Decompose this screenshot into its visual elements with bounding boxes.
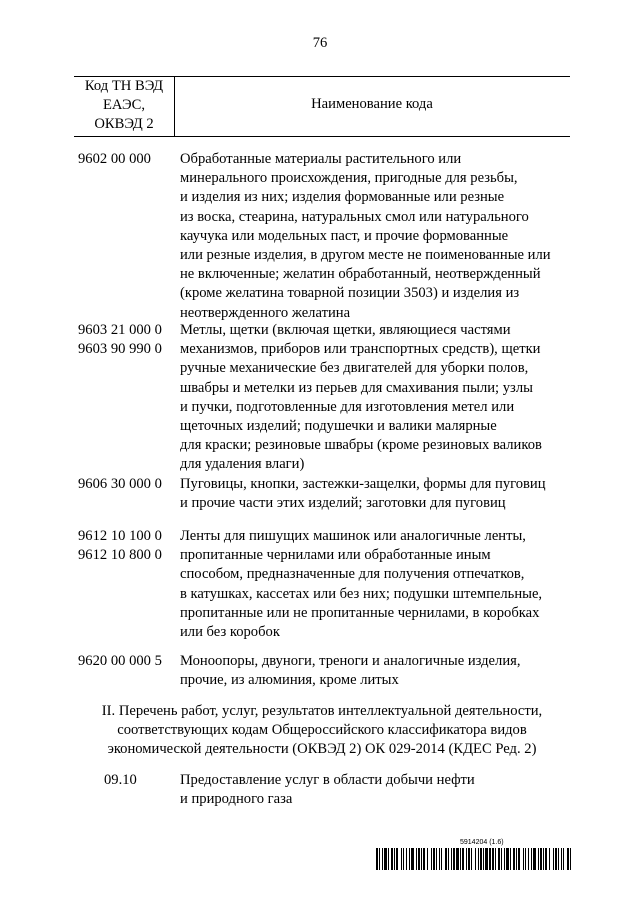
barcode-bar <box>466 848 467 870</box>
barcode-image <box>376 848 572 870</box>
description-line: и изделия из них; изделия формованные или резные <box>180 189 505 206</box>
barcode-bar <box>427 848 428 870</box>
row-codes <box>78 527 178 565</box>
barcode-bar <box>406 848 407 870</box>
description-line: минерального происхождения, пригодные для резьбы, <box>180 170 518 187</box>
barcode-bar <box>460 848 461 870</box>
barcode-bar <box>478 848 479 870</box>
barcode-bar <box>401 848 402 870</box>
row-codes <box>78 475 178 494</box>
barcode-bar <box>421 848 422 870</box>
barcode-bar <box>567 848 569 870</box>
description-line: механизмов, приборов или транспортных средств), щетки <box>180 341 541 358</box>
description-line: прочие, из алюминия, кроме литых <box>180 672 399 689</box>
barcode-bar <box>549 848 550 870</box>
barcode-bar <box>384 848 387 870</box>
barcode-bar <box>453 848 455 870</box>
barcode-bar <box>483 848 484 870</box>
barcode-bar <box>475 848 476 870</box>
barcode-bar <box>456 848 459 870</box>
barcode-bar <box>538 848 539 870</box>
row-code: 9612 10 100 0 <box>78 528 162 544</box>
row-code: 9606 30 000 0 <box>78 476 162 492</box>
barcode-bar <box>523 848 524 870</box>
description-line: швабры и метелки из перьев для смахивания пыли; узлы <box>180 379 533 396</box>
barcode-bar <box>533 848 536 870</box>
description-line: для удаления влаги) <box>180 456 305 473</box>
description-line: пропитанные чернилами или обработанные иным <box>180 547 491 564</box>
barcode-bar <box>448 848 449 870</box>
barcode-bar <box>423 848 425 870</box>
description-line: Обработанные материалы растительного или <box>180 151 462 167</box>
description-line: (кроме желатина товарной позиции 3503) и изделия из <box>180 285 520 302</box>
barcode-bar <box>525 848 526 870</box>
barcode-bar <box>498 848 500 870</box>
header-name-column: Наименование кода <box>311 96 433 112</box>
barcode-bar <box>528 848 529 870</box>
barcode-bar <box>433 848 435 870</box>
barcode-bar <box>436 848 437 870</box>
barcode-bar <box>445 848 447 870</box>
barcode-bar <box>394 848 395 870</box>
row-description <box>180 475 572 513</box>
description-line: пропитанные или не пропитанные чернилами, в коробках <box>180 604 540 621</box>
row-description <box>180 321 572 475</box>
barcode-bar <box>558 848 559 870</box>
barcode-bar <box>462 848 464 870</box>
row-description <box>180 150 572 323</box>
barcode-bar <box>504 848 505 870</box>
barcode-bar <box>388 848 389 870</box>
row-code: 9603 21 000 0 <box>78 322 162 338</box>
row-codes <box>78 150 178 169</box>
section-heading-line: соответствующих кодам Общероссийского классификатора видов <box>117 722 527 739</box>
barcode-bar <box>396 848 398 870</box>
row-description <box>180 771 572 809</box>
section-heading <box>74 702 570 760</box>
barcode-bar <box>411 848 414 870</box>
barcode-bar <box>418 848 420 870</box>
barcode-bar <box>563 848 564 870</box>
barcode-label: 5914204 (1.6) <box>460 839 504 846</box>
header-code-line: Код ТН ВЭД <box>84 78 164 94</box>
barcode-bar <box>409 848 410 870</box>
description-line: способом, предназначенные для получения отпечатков, <box>180 566 525 583</box>
barcode-bar <box>570 848 571 870</box>
barcode-bar <box>391 848 393 870</box>
description-line: не включенные; желатин обработанный, неотвержденный <box>180 266 541 283</box>
row-code: 9603 90 990 0 <box>78 341 162 358</box>
header-code-line: ЕАЭС, <box>102 97 146 114</box>
barcode-bar <box>531 848 532 870</box>
description-line: Ленты для пишущих машинок или аналогичные ленты, <box>180 528 526 544</box>
description-line: Метлы, щетки (включая щетки, являющиеся частями <box>180 322 511 338</box>
description-line: и пучки, подготовленные для изготовления метел или <box>180 398 515 415</box>
barcode-bar <box>501 848 502 870</box>
row-code: 09.10 <box>104 772 137 788</box>
description-line: ручные механические без двигателей для уборки полов, <box>180 360 529 377</box>
barcode-bar <box>489 848 491 870</box>
row-code: 9602 00 000 <box>78 151 151 167</box>
barcode-bar <box>510 848 511 870</box>
barcode-bar <box>513 848 515 870</box>
description-line: из воска, стеарина, натуральных смол или натурального <box>180 208 529 225</box>
barcode-bar <box>379 848 380 870</box>
barcode-bar <box>495 848 496 870</box>
description-line: или без коробок <box>180 624 280 641</box>
row-description <box>180 652 572 690</box>
barcode-bar <box>518 848 520 870</box>
description-line: или резные изделия, в другом месте не поименованные или <box>180 247 551 264</box>
row-codes <box>78 652 178 671</box>
row-description <box>180 527 572 642</box>
description-line: для краски; резиновые швабры (кроме резиновых валиков <box>180 437 542 454</box>
description-line: Моноопоры, двуноги, треноги и аналогичные изделия, <box>180 653 521 669</box>
barcode-bar <box>480 848 482 870</box>
row-code: 9620 00 000 5 <box>78 653 162 669</box>
barcode-bar <box>545 848 547 870</box>
description-line: каучука или модельных паст, и прочие формованные <box>180 227 509 244</box>
barcode-bar <box>451 848 452 870</box>
barcode-bar <box>376 848 378 870</box>
barcode-bar <box>416 848 417 870</box>
barcode-bar <box>485 848 488 870</box>
barcode-bar <box>403 848 404 870</box>
row-codes <box>78 321 178 359</box>
barcode-bar <box>561 848 562 870</box>
barcode-bar <box>506 848 509 870</box>
barcode-bar <box>431 848 432 870</box>
description-line: Пуговицы, кнопки, застежки-защелки, формы для пуговиц <box>180 476 546 492</box>
header-code-line: ОКВЭД 2 <box>94 116 154 133</box>
description-line: щеточных изделий; подушечки и валики малярные <box>180 418 497 435</box>
barcode-bar <box>439 848 440 870</box>
description-line: неотвержденного желатина <box>180 304 351 321</box>
section-heading-line: II. Перечень работ, услуг, результатов интеллектуальной деятельности, <box>101 703 543 719</box>
barcode-bar <box>555 848 557 870</box>
barcode-bar <box>516 848 517 870</box>
barcode-bar <box>441 848 442 870</box>
description-line: и прочие части этих изделий; заготовки для пуговиц <box>180 495 506 512</box>
description-line: и природного газа <box>180 791 293 808</box>
header-code-column <box>74 77 174 135</box>
description-line: Предоставление услуг в области добычи нефти <box>180 772 475 788</box>
barcode-bar <box>382 848 383 870</box>
table-header-rule <box>74 136 570 137</box>
barcode-bar <box>540 848 542 870</box>
page-number: 76 <box>312 35 328 51</box>
barcode-bar <box>553 848 554 870</box>
barcode-bar <box>543 848 544 870</box>
barcode-bar <box>492 848 494 870</box>
description-line: в катушках, кассетах или без них; подушки штемпельные, <box>180 585 543 602</box>
barcode-bar <box>471 848 472 870</box>
barcode-bar <box>468 848 470 870</box>
row-code: 9612 10 800 0 <box>78 547 162 564</box>
section-heading-line: экономической деятельности (ОКВЭД 2) ОК 029-2014 (КДЕС Ред. 2) <box>107 741 537 758</box>
